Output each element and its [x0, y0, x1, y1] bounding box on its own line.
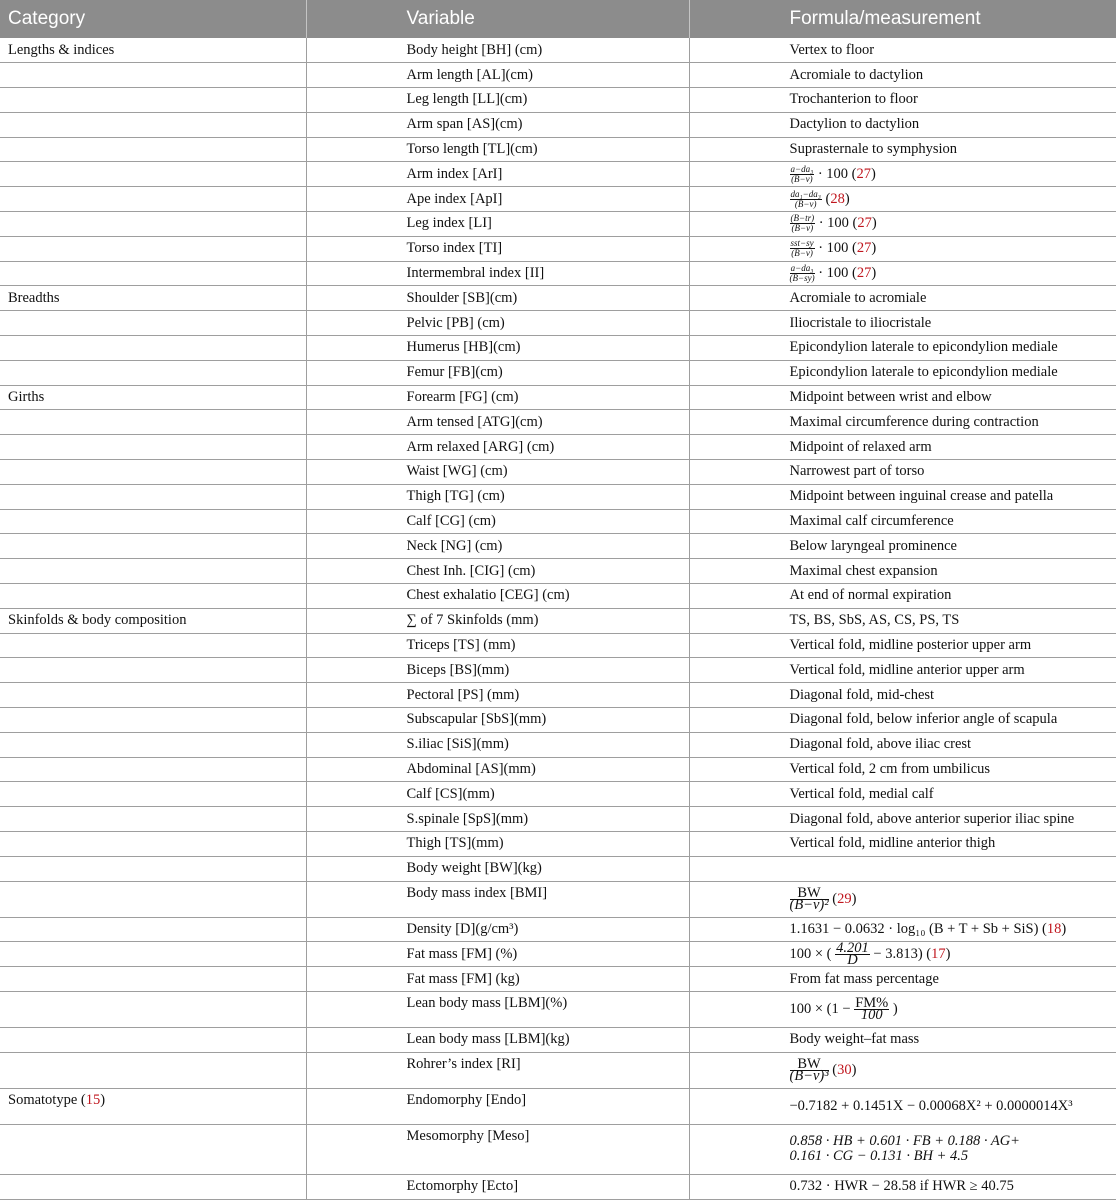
- formula-text: 1.1631 − 0.0632 · log₁₀ (B + T + Sb + SiS) (: [789, 920, 1047, 937]
- formula-tail: (: [832, 1061, 838, 1078]
- formula-cell: Maximal calf circumference: [689, 509, 1116, 534]
- variable-cell: Chest Inh. [CIG] (cm): [306, 559, 689, 584]
- variable-cell: Waist [WG] (cm): [306, 460, 689, 485]
- category-cell: [0, 1052, 306, 1088]
- formula-cell: [689, 856, 1116, 881]
- fraction-denominator: 100: [860, 1006, 883, 1023]
- reference-link: 30: [837, 1061, 852, 1078]
- fraction-numerator: sst−sy: [790, 238, 814, 249]
- category-cell: [0, 261, 306, 286]
- formula-cell: Trochanterion to floor: [689, 88, 1116, 113]
- table-row: [0, 484, 1116, 509]
- reference-link: 18: [1046, 920, 1062, 937]
- variable-cell: Intermembral index [II]: [306, 261, 689, 286]
- category-cell: [0, 236, 306, 261]
- formula-cell: [689, 212, 1116, 237]
- category-cell: [0, 881, 306, 917]
- variable-cell: Biceps [BS](mm): [306, 658, 689, 683]
- category-cell: [0, 584, 306, 609]
- table-row: [0, 212, 1116, 237]
- category-cell: [0, 534, 306, 559]
- reference-link: 28: [830, 190, 845, 207]
- formula-tail: · 100 (: [818, 240, 857, 257]
- variable-cell: Calf [CS](mm): [306, 782, 689, 807]
- table-row: [0, 1174, 1116, 1199]
- category-cell: [0, 807, 306, 832]
- table-row: [0, 807, 1116, 832]
- formula-fraction: [789, 884, 829, 913]
- reference-link: 17: [931, 945, 946, 962]
- formula-cell: Midpoint between wrist and elbow: [689, 385, 1116, 410]
- fraction-numerator: BW: [790, 888, 829, 900]
- formula-cell: Body weight–fat mass: [689, 1027, 1116, 1052]
- variable-cell: Humerus [HB](cm): [306, 336, 689, 361]
- formula-fraction: [789, 1055, 829, 1084]
- formula-cell: Vertical fold, midline anterior upper arm: [689, 658, 1116, 683]
- formula-close: ): [871, 264, 877, 281]
- table-row: [0, 187, 1116, 212]
- variable-cell: Shoulder [SB](cm): [306, 286, 689, 311]
- variable-cell: Triceps [TS] (mm): [306, 633, 689, 658]
- formula-cell: Vertical fold, midline anterior thigh: [689, 832, 1116, 857]
- variable-cell: ∑ of 7 Skinfolds (mm): [306, 608, 689, 633]
- formula-cell: [689, 162, 1116, 187]
- formula-fraction: [790, 190, 822, 209]
- category-cell: [0, 991, 306, 1027]
- formula-cell: Midpoint between inguinal crease and patella: [689, 484, 1116, 509]
- variable-cell: Lean body mass [LBM](%): [306, 991, 689, 1027]
- table-row: [0, 286, 1116, 311]
- table-row: [0, 1088, 1116, 1124]
- category-cell: [0, 311, 306, 336]
- formula-cell: Diagonal fold, below inferior angle of scapula: [689, 708, 1116, 733]
- formula-close: ): [945, 945, 951, 962]
- table-header-row: [0, 0, 1116, 38]
- table-row: [0, 757, 1116, 782]
- table-row: [0, 137, 1116, 162]
- table-row: [0, 112, 1116, 137]
- table-row: [0, 385, 1116, 410]
- category-cell: [0, 360, 306, 385]
- category-cell: [0, 782, 306, 807]
- formula-cell: [689, 991, 1116, 1027]
- table-row: [0, 658, 1116, 683]
- category-cell: [0, 336, 306, 361]
- variable-cell: Torso length [TL](cm): [306, 137, 689, 162]
- formula-fraction: [835, 943, 870, 966]
- formula-cell: −0.7182 + 0.1451X − 0.00068X² + 0.0000014X³: [689, 1088, 1116, 1124]
- variable-cell: Arm relaxed [ARG] (cm): [306, 435, 689, 460]
- category-cell: [0, 708, 306, 733]
- fraction-numerator: a−da₃: [790, 163, 814, 174]
- category-cell: Skinfolds & body composition: [0, 608, 306, 633]
- formula-fraction: [790, 264, 815, 283]
- category-cell: [0, 732, 306, 757]
- formula-cell: TS, BS, SbS, AS, CS, PS, TS: [689, 608, 1116, 633]
- variable-cell: Femur [FB](cm): [306, 360, 689, 385]
- table-row: [0, 881, 1116, 917]
- category-cell: [0, 1124, 306, 1174]
- variable-cell: Ectomorphy [Ecto]: [306, 1174, 689, 1199]
- formula-cell: 0.732 · HWR − 28.58 if HWR ≥ 40.75: [689, 1174, 1116, 1199]
- variable-cell: Subscapular [SbS](mm): [306, 708, 689, 733]
- fraction-denominator: (B−v): [791, 248, 813, 259]
- variable-cell: Density [D](g/cm³): [306, 917, 689, 942]
- formula-fraction: [854, 994, 889, 1023]
- category-cell: Girths: [0, 385, 306, 410]
- variable-cell: Fat mass [FM] (kg): [306, 967, 689, 992]
- category-cell: Somatotype (15): [0, 1088, 306, 1124]
- header-category: Category: [0, 0, 306, 38]
- formula-close: ): [851, 1061, 857, 1078]
- formula-close: ): [871, 240, 877, 257]
- table-row: [0, 856, 1116, 881]
- category-cell: [0, 658, 306, 683]
- table-row: [0, 311, 1116, 336]
- formula-cell: At end of normal expiration: [689, 584, 1116, 609]
- category-cell: [0, 1174, 306, 1199]
- variable-cell: Pectoral [PS] (mm): [306, 683, 689, 708]
- reference-link: 27: [857, 215, 872, 232]
- formula-tail: · 100 (: [818, 215, 858, 232]
- formula-cell: Iliocristale to iliocristale: [689, 311, 1116, 336]
- variable-cell: Leg index [LI]: [306, 212, 689, 237]
- formula-prefix: 100 × (1 −: [789, 1000, 851, 1017]
- reference-link: 29: [837, 890, 852, 907]
- formula-close: ): [1061, 920, 1067, 937]
- formula-cell: Vertical fold, midline posterior upper arm: [689, 633, 1116, 658]
- fraction-numerator: FM%: [855, 994, 889, 1011]
- variable-cell: Calf [CG] (cm): [306, 509, 689, 534]
- variable-cell: Pelvic [PB] (cm): [306, 311, 689, 336]
- reference-link: 27: [856, 240, 872, 257]
- formula-cell: Diagonal fold, above iliac crest: [689, 732, 1116, 757]
- table-row: [0, 38, 1116, 63]
- formula-fraction: [790, 239, 815, 258]
- fraction-denominator: (B−v): [791, 223, 814, 234]
- formula-line: 0.161 · CG − 0.131 · BH + 4.5: [789, 1148, 969, 1165]
- formula-cell: Acromiale to acromiale: [689, 286, 1116, 311]
- table-row: [0, 832, 1116, 857]
- formula-cell: [689, 942, 1116, 967]
- formula-tail: ): [892, 1000, 898, 1017]
- variable-cell: S.spinale [SpS](mm): [306, 807, 689, 832]
- variable-cell: Ape index [ApI]: [306, 187, 689, 212]
- table-row: [0, 633, 1116, 658]
- formula-cell: Maximal chest expansion: [689, 559, 1116, 584]
- reference-link: 15: [85, 1091, 101, 1108]
- variable-cell: Arm index [ArI]: [306, 162, 689, 187]
- formula-cell: Dactylion to dactylion: [689, 112, 1116, 137]
- variable-cell: Arm tensed [ATG](cm): [306, 410, 689, 435]
- table-row: [0, 410, 1116, 435]
- fraction-denominator: D: [847, 951, 858, 967]
- table-row: [0, 261, 1116, 286]
- category-cell: Lengths & indices: [0, 38, 306, 63]
- reference-link: 27: [856, 264, 872, 281]
- table-row: [0, 236, 1116, 261]
- formula-cell: [689, 187, 1116, 212]
- category-cell: [0, 509, 306, 534]
- variable-cell: Torso index [TI]: [306, 236, 689, 261]
- table-row: [0, 584, 1116, 609]
- category-cell: [0, 942, 306, 967]
- table-row: [0, 534, 1116, 559]
- variable-cell: Endomorphy [Endo]: [306, 1088, 689, 1124]
- table-row: [0, 1052, 1116, 1088]
- formula-tail: · 100 (: [818, 264, 857, 281]
- formula-prefix: 100 × (: [789, 945, 832, 962]
- formula-close: ): [871, 215, 877, 232]
- variable-cell: Fat mass [FM] (%): [306, 942, 689, 967]
- formula-cell: [689, 881, 1116, 917]
- category-cell: [0, 460, 306, 485]
- variable-cell: Body mass index [BMI]: [306, 881, 689, 917]
- variable-cell: Body weight [BW](kg): [306, 856, 689, 881]
- category-cell: [0, 162, 306, 187]
- variable-cell: Thigh [TG] (cm): [306, 484, 689, 509]
- formula-close: ): [851, 890, 857, 907]
- variable-cell: Abdominal [AS](mm): [306, 757, 689, 782]
- category-cell: [0, 63, 306, 88]
- formula-cell: Diagonal fold, above anterior superior iliac spine: [689, 807, 1116, 832]
- table-row: [0, 782, 1116, 807]
- variable-cell: Body height [BH] (cm): [306, 38, 689, 63]
- category-cell: [0, 137, 306, 162]
- formula-fraction: [790, 214, 816, 233]
- formula-cell: [689, 261, 1116, 286]
- table-row: [0, 917, 1116, 942]
- reference-link: 27: [856, 165, 871, 182]
- formula-cell: [689, 236, 1116, 261]
- category-cell: [0, 832, 306, 857]
- table-row: [0, 460, 1116, 485]
- table-row: [0, 559, 1116, 584]
- variable-cell: Neck [NG] (cm): [306, 534, 689, 559]
- formula-cell: [689, 1124, 1116, 1174]
- category-cell: [0, 757, 306, 782]
- formula-tail: − 3.813) (: [873, 945, 932, 962]
- fraction-denominator: (B−v): [794, 198, 817, 209]
- category-cell: [0, 435, 306, 460]
- variable-cell: Leg length [LL](cm): [306, 88, 689, 113]
- formula-tail: (: [825, 190, 831, 207]
- formula-cell: [689, 917, 1116, 942]
- formula-cell: Narrowest part of torso: [689, 460, 1116, 485]
- category-cell: [0, 484, 306, 509]
- fraction-denominator: (B−v): [791, 173, 813, 184]
- fraction-numerator: (B−tr): [790, 213, 815, 224]
- formula-tail: · 100 (: [817, 165, 857, 182]
- table-row: [0, 732, 1116, 757]
- formula-close: ): [844, 190, 850, 207]
- variable-cell: Lean body mass [LBM](kg): [306, 1027, 689, 1052]
- fraction-denominator: (B−sy): [789, 273, 815, 284]
- table-row: [0, 1124, 1116, 1174]
- formula-cell: [689, 1052, 1116, 1088]
- header-formula: Formula/measurement: [689, 0, 1116, 38]
- table-row: [0, 336, 1116, 361]
- category-cell: Breadths: [0, 286, 306, 311]
- formula-cell: Suprasternale to symphysion: [689, 137, 1116, 162]
- table-row: [0, 360, 1116, 385]
- category-cell: [0, 856, 306, 881]
- variable-cell: S.iliac [SiS](mm): [306, 732, 689, 757]
- variable-cell: Arm span [AS](cm): [306, 112, 689, 137]
- formula-cell: Maximal circumference during contraction: [689, 410, 1116, 435]
- table-row: [0, 608, 1116, 633]
- variable-cell: Forearm [FG] (cm): [306, 385, 689, 410]
- formula-cell: Epicondylion laterale to epicondylion mediale: [689, 336, 1116, 361]
- category-cell: [0, 212, 306, 237]
- category-cell: [0, 410, 306, 435]
- category-cell: [0, 88, 306, 113]
- fraction-denominator: (B−v)³: [789, 1067, 829, 1084]
- table-body: [0, 38, 1116, 1199]
- category-cell: [0, 559, 306, 584]
- formula-cell: Vertex to floor: [689, 38, 1116, 63]
- fraction-numerator: da₁−da₃: [790, 188, 821, 199]
- variable-cell: Rohrer’s index [RI]: [306, 1052, 689, 1088]
- formula-line: 0.858 · HB + 0.601 · FB + 0.188 · AG+: [789, 1133, 1020, 1150]
- table-row: [0, 88, 1116, 113]
- table-row: [0, 942, 1116, 967]
- formula-cell: Midpoint of relaxed arm: [689, 435, 1116, 460]
- category-cell: [0, 112, 306, 137]
- formula-fraction: [790, 165, 815, 184]
- table-row: [0, 162, 1116, 187]
- variable-cell: Mesomorphy [Meso]: [306, 1124, 689, 1174]
- formula-cell: Acromiale to dactylion: [689, 63, 1116, 88]
- fraction-denominator: (B−v)²: [789, 896, 829, 913]
- category-cell: [0, 633, 306, 658]
- category-cell: [0, 1027, 306, 1052]
- variable-cell: Chest exhalatio [CEG] (cm): [306, 584, 689, 609]
- formula-cell: Epicondylion laterale to epicondylion mediale: [689, 360, 1116, 385]
- formula-cell: Vertical fold, 2 cm from umbilicus: [689, 757, 1116, 782]
- header-variable: Variable: [306, 0, 689, 38]
- category-cell: [0, 683, 306, 708]
- table-row: [0, 1027, 1116, 1052]
- variable-cell: Thigh [TS](mm): [306, 832, 689, 857]
- table-row: [0, 683, 1116, 708]
- formula-tail: (: [832, 890, 838, 907]
- table-row: [0, 991, 1116, 1027]
- formula-close: ): [871, 165, 876, 182]
- category-cell: [0, 187, 306, 212]
- variable-cell: Arm length [AL](cm): [306, 63, 689, 88]
- table-row: [0, 63, 1116, 88]
- fraction-numerator: 4.201: [836, 941, 869, 956]
- table-row: [0, 708, 1116, 733]
- table-row: [0, 509, 1116, 534]
- formula-cell: Below laryngeal prominence: [689, 534, 1116, 559]
- table-row: [0, 435, 1116, 460]
- category-cell: [0, 967, 306, 992]
- table-row: [0, 967, 1116, 992]
- formula-cell: Diagonal fold, mid-chest: [689, 683, 1116, 708]
- formula-cell: From fat mass percentage: [689, 967, 1116, 992]
- formula-cell: Vertical fold, medial calf: [689, 782, 1116, 807]
- fraction-numerator: BW: [790, 1059, 829, 1071]
- fraction-numerator: a−da₃: [790, 263, 814, 274]
- category-cell: [0, 917, 306, 942]
